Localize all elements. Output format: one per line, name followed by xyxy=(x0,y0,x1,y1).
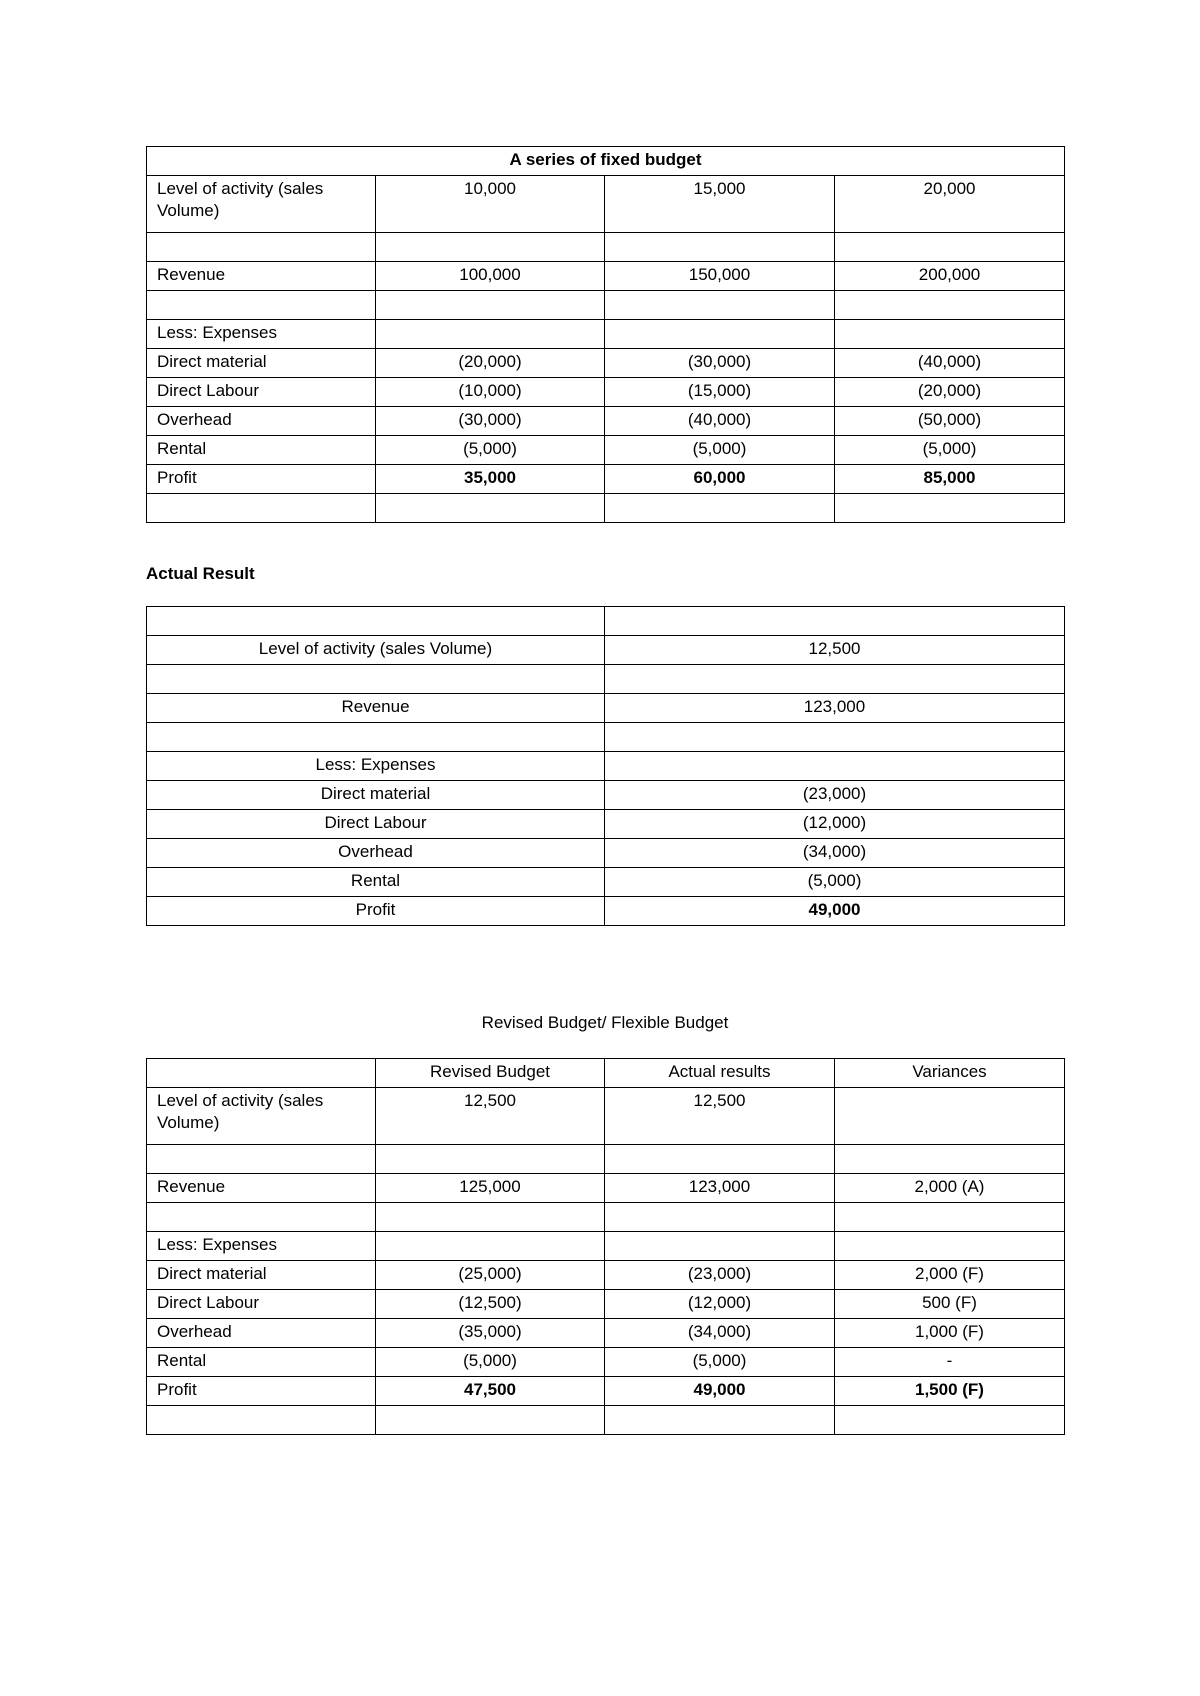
row-label: Revenue xyxy=(147,1174,376,1203)
row-label: Overhead xyxy=(147,1319,376,1348)
cell-value xyxy=(835,1232,1065,1261)
cell-value: 125,000 xyxy=(376,1174,605,1203)
cell-value xyxy=(605,1232,835,1261)
row-label: Profit xyxy=(147,465,376,494)
table-row xyxy=(147,810,1065,839)
cell-value: 15,000 xyxy=(605,176,835,233)
table-row xyxy=(147,839,1065,868)
table-row xyxy=(147,1088,1065,1145)
cell-value: 49,000 xyxy=(605,897,1065,926)
row-label: Less: Expenses xyxy=(147,1232,376,1261)
cell-value: (20,000) xyxy=(376,349,605,378)
row-label: Overhead xyxy=(147,839,605,868)
table-row xyxy=(147,147,1065,176)
cell-value: (12,000) xyxy=(605,810,1065,839)
cell-value xyxy=(835,320,1065,349)
cell-value xyxy=(835,1088,1065,1145)
cell-value: 12,500 xyxy=(605,636,1065,665)
cell-value: 47,500 xyxy=(376,1377,605,1406)
cell-value: (25,000) xyxy=(376,1261,605,1290)
table-header-row xyxy=(147,1059,1065,1088)
cell-value: 100,000 xyxy=(376,262,605,291)
cell-value: (15,000) xyxy=(605,378,835,407)
cell-value: 20,000 xyxy=(835,176,1065,233)
table-row xyxy=(147,262,1065,291)
table-row xyxy=(147,752,1065,781)
cell-value: (5,000) xyxy=(835,436,1065,465)
cell-value: (5,000) xyxy=(376,1348,605,1377)
table-row xyxy=(147,1232,1065,1261)
row-label: Revenue xyxy=(147,262,376,291)
actual-result-heading: Actual Result xyxy=(146,564,255,583)
column-header: Revised Budget xyxy=(376,1059,605,1088)
row-label: Profit xyxy=(147,897,605,926)
cell-value: (30,000) xyxy=(605,349,835,378)
row-label: Rental xyxy=(147,436,376,465)
table-row xyxy=(147,1261,1065,1290)
row-label: Less: Expenses xyxy=(147,752,605,781)
cell-value: (34,000) xyxy=(605,1319,835,1348)
table-row xyxy=(147,176,1065,233)
table-row-empty xyxy=(147,723,1065,752)
cell-value xyxy=(605,752,1065,781)
table-row-profit xyxy=(147,1377,1065,1406)
row-label: Level of activity (sales Volume) xyxy=(147,636,605,665)
fixed-budget-table xyxy=(146,146,1065,523)
row-label: Direct material xyxy=(147,349,376,378)
table-row xyxy=(147,349,1065,378)
table-row xyxy=(147,1290,1065,1319)
cell-value: (40,000) xyxy=(605,407,835,436)
cell-value: (50,000) xyxy=(835,407,1065,436)
table-row xyxy=(147,694,1065,723)
table-row-empty xyxy=(147,291,1065,320)
row-label: Direct material xyxy=(147,781,605,810)
cell-value: (30,000) xyxy=(376,407,605,436)
cell-value: 2,000 (A) xyxy=(835,1174,1065,1203)
cell-value: (34,000) xyxy=(605,839,1065,868)
table-row xyxy=(147,1319,1065,1348)
table-row-empty xyxy=(147,494,1065,523)
cell-value: (20,000) xyxy=(835,378,1065,407)
row-label: Rental xyxy=(147,1348,376,1377)
cell-value: (5,000) xyxy=(605,1348,835,1377)
column-header: Actual results xyxy=(605,1059,835,1088)
row-label: Rental xyxy=(147,868,605,897)
cell-value: (23,000) xyxy=(605,1261,835,1290)
row-label: Profit xyxy=(147,1377,376,1406)
row-label: Direct Labour xyxy=(147,378,376,407)
cell-value: (23,000) xyxy=(605,781,1065,810)
cell-value: (10,000) xyxy=(376,378,605,407)
table-row xyxy=(147,868,1065,897)
cell-value: (5,000) xyxy=(376,436,605,465)
row-label: Revenue xyxy=(147,694,605,723)
revised-budget-heading: Revised Budget/ Flexible Budget xyxy=(481,1013,729,1032)
cell-value: 60,000 xyxy=(605,465,835,494)
cell-value: (35,000) xyxy=(376,1319,605,1348)
cell-value: (5,000) xyxy=(605,868,1065,897)
table-row xyxy=(147,320,1065,349)
table-row-empty xyxy=(147,607,1065,636)
cell-value: (12,500) xyxy=(376,1290,605,1319)
cell-value: 2,000 (F) xyxy=(835,1261,1065,1290)
cell-value: 85,000 xyxy=(835,465,1065,494)
row-label: Level of activity (sales Volume) xyxy=(147,176,376,233)
cell-value xyxy=(376,1232,605,1261)
table-row-empty xyxy=(147,665,1065,694)
table-row xyxy=(147,378,1065,407)
column-header: Variances xyxy=(835,1059,1065,1088)
cell-value: (5,000) xyxy=(605,436,835,465)
table-row xyxy=(147,1348,1065,1377)
table-row xyxy=(147,781,1065,810)
table-row-profit xyxy=(147,465,1065,494)
cell-value: 200,000 xyxy=(835,262,1065,291)
table-row-profit xyxy=(147,897,1065,926)
table-row xyxy=(147,436,1065,465)
cell-value: - xyxy=(835,1348,1065,1377)
row-label: Direct Labour xyxy=(147,1290,376,1319)
row-label: Direct Labour xyxy=(147,810,605,839)
row-label: Overhead xyxy=(147,407,376,436)
revised-budget-table xyxy=(146,1058,1065,1435)
cell-value: (40,000) xyxy=(835,349,1065,378)
cell-value: 123,000 xyxy=(605,1174,835,1203)
row-label: Direct material xyxy=(147,1261,376,1290)
row-label: Less: Expenses xyxy=(147,320,376,349)
cell-value: 1,000 (F) xyxy=(835,1319,1065,1348)
fixed-budget-title: A series of fixed budget xyxy=(147,147,1065,176)
cell-value: 123,000 xyxy=(605,694,1065,723)
table-row xyxy=(147,636,1065,665)
cell-value xyxy=(605,320,835,349)
cell-value: 49,000 xyxy=(605,1377,835,1406)
cell-value: 1,500 (F) xyxy=(835,1377,1065,1406)
table-row-empty xyxy=(147,1203,1065,1232)
cell-value: 500 (F) xyxy=(835,1290,1065,1319)
cell-value: 12,500 xyxy=(376,1088,605,1145)
table-row-empty xyxy=(147,1145,1065,1174)
table-row-empty xyxy=(147,233,1065,262)
cell-value: 150,000 xyxy=(605,262,835,291)
table-row-empty xyxy=(147,1406,1065,1435)
cell-value: 35,000 xyxy=(376,465,605,494)
table-row xyxy=(147,407,1065,436)
row-label: Level of activity (sales Volume) xyxy=(147,1088,376,1145)
actual-result-table xyxy=(146,606,1065,926)
cell-value xyxy=(376,320,605,349)
cell-value: (12,000) xyxy=(605,1290,835,1319)
table-row xyxy=(147,1174,1065,1203)
cell-value: 12,500 xyxy=(605,1088,835,1145)
cell-value: 10,000 xyxy=(376,176,605,233)
